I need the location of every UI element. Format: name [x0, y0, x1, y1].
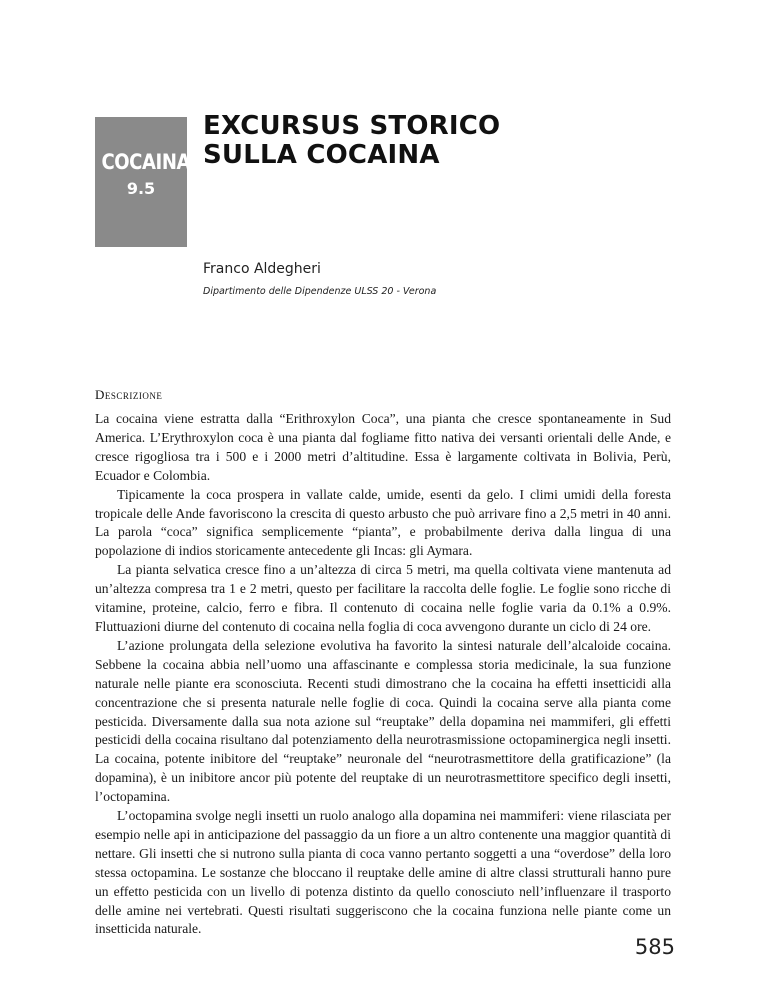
- paragraph: Tipicamente la coca prospera in vallate calde, umide, esenti da gelo. I climi umidi della foresta tropicale delle Ande favoriscono la crescita di questo arbusto che può arrivare fino a 2,5 metri in 40 anni. La parola “coca” significa semplicemente “pianta”, e probabilmente deriva dalla lingua di una popolazione di indios storicamente antecedente gli Incas: gli Aymara.: [95, 486, 671, 559]
- paragraph: La pianta selvatica cresce fino a un’altezza di circa 5 metri, ma quella coltivata viene mantenuta ad un’altezza compresa tra 1 e 2 metri, questo per facilitare la raccolta delle foglie. Le foglie sono ricche di vitamine, proteine, calcio, ferro e fibra. Il contenuto di cocaina nelle foglie varia da 0.1% a 0.9%. Fluttuazioni diurne del contenuto di cocaina nella foglia di coca avvengono durante un ciclo di 24 ore.: [95, 562, 671, 634]
- author-affiliation: Dipartimento delle Dipendenze ULSS 20 - Verona: [203, 286, 437, 297]
- article-title: [203, 112, 500, 170]
- page-number: 585: [634, 935, 675, 959]
- chapter-number: 9.5: [126, 179, 156, 198]
- chapter-badge: [95, 117, 191, 247]
- paragraph: La cocaina viene estratta dalla “Erithroxylon Coca”, una pianta che cresce spontaneamente in Sud America. L’Erythroxylon coca è una pianta dal fogliame fitto nativa dei versanti orientali delle Ande, e cresce rigogliosa tra i 500 e i 2000 metri d’altitudine. Essa è largamente coltivata in Bolivia, Perù, Ecuador e Colombia.: [95, 411, 671, 483]
- paragraph: L’azione prolungata della selezione evolutiva ha favorito la sintesi naturale dell’alcaloide cocaina. Sebbene la cocaina abbia nell’uomo una affascinante e complessa storia medicinale, la sua funzione naturale nelle piante era sconosciuta. Recenti studi dimostrano che la cocaina ha effetti insetticidi alla concentrazione che si presenta naturale nelle foglie di coca. Quindi la cocaina serve alla pianta come pesticida. Diversamente dalla sua nota azione sul “reuptake” della dopamina nei mammiferi, gli effetti pesticidi della cocaina risultano dal potenziamento della neurotrasmissione octopaminergica negli insetti. La cocaina, potente inibitore del “reuptake” neuronale del “neurotrasmettitore della gratificazione” (la dopamina), è un inibitore ancor più potente del reuptake di un neurotrasmettitore specifico degli insetti, l’octopamina.: [95, 637, 671, 805]
- section-heading: Descrizione: [95, 387, 163, 402]
- author-name: Franco Aldegheri: [203, 261, 321, 277]
- article-title-line-1: EXCURSUS STORICO: [203, 111, 501, 141]
- body-text: [95, 410, 671, 939]
- chapter-topic: COCAINA: [101, 150, 191, 174]
- article-title-line-2: SULLA COCAINA: [203, 140, 440, 170]
- paragraph: L’octopamina svolge negli insetti un ruolo analogo alla dopamina nei mammiferi: viene rilasciata per esempio nelle api in anticipazione del passaggio da un fiore a un altro contenente una maggior quantità di nettare. Gli insetti che si nutrono sulla pianta di coca vanno pertanto soggetti a una “overdose” della loro stessa octopamina. Le sostanze che bloccano il reuptake delle amine di altre classi strutturali hanno pure un effetto pesticida con un livello di potenza distinto da quello conosciuto nell’influenzare il trasporto delle amine nei vertebrati. Questi risultati suggeriscono che la cocaina funziona nelle piante come un insetticida naturale.: [95, 808, 671, 937]
